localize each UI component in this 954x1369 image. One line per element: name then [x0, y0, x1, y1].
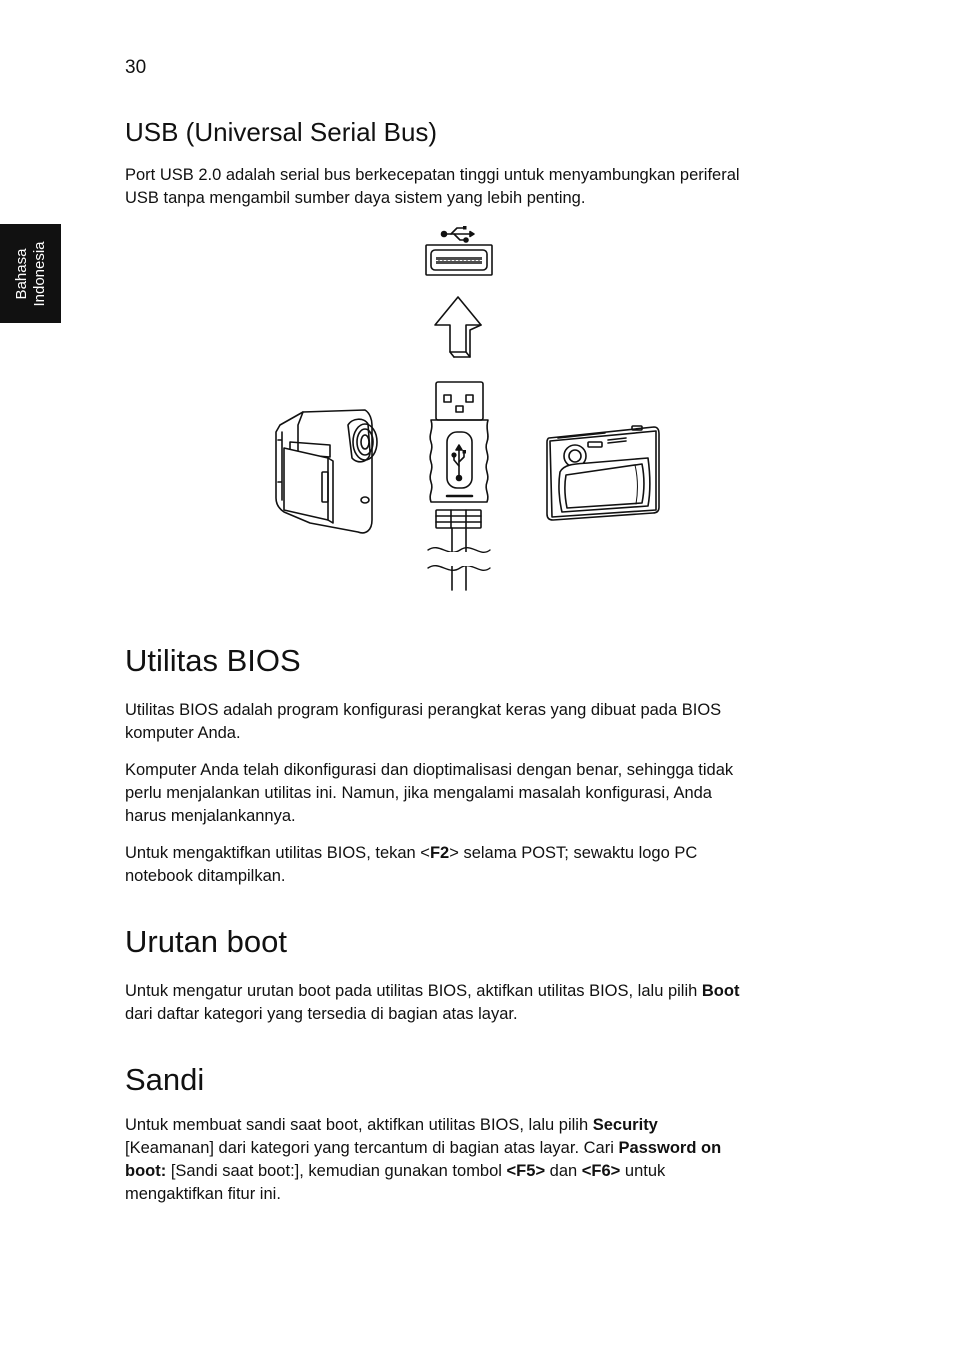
usb-plug-icon	[428, 382, 490, 590]
digital-camera-icon	[547, 426, 659, 520]
side-tab-line-1: Bahasa	[12, 248, 30, 299]
bios-paragraph-3: Untuk mengaktifkan utilitas BIOS, tekan <F2> selama POST; sewaktu logo PC notebook ditampilkan.	[125, 844, 698, 885]
bios-paragraph-1: Utilitas BIOS adalah program konfigurasi perangkat keras yang dibuat pada BIOS komputer Anda.	[125, 701, 722, 742]
boot-heading: Urutan boot	[125, 924, 287, 959]
up-arrow-icon	[435, 297, 481, 357]
bios-paragraph-2: Komputer Anda telah dikonfigurasi dan dioptimalisasi dengan benar, sehingga tidak perlu menjalankan utilitas ini. Namun, jika mengalami masalah konfigurasi, Anda harus menjalankannya.	[125, 761, 734, 825]
f2-key: F2	[429, 844, 450, 862]
bios-heading: Utilitas BIOS	[125, 643, 301, 678]
usb-symbol-icon	[442, 226, 475, 242]
language-side-tab	[0, 224, 61, 323]
sandi-paragraph: Untuk membuat sandi saat boot, aktifkan utilitas BIOS, lalu pilih Security [Keamanan] dari kategori yang tercantum di bagian atas layar. Cari Password on boot: [Sandi saat boot:], kemudian gunakan tombol <F5> dan <F6> untuk mengaktifkan fitur ini.	[125, 1116, 722, 1203]
camcorder-icon	[276, 410, 377, 533]
usb-paragraph: Port USB 2.0 adalah serial bus berkecepatan tinggi untuk menyambungkan periferal USB tanpa mengambil sumber daya sistem yang lebih penting.	[125, 166, 740, 207]
usb-port-icon	[426, 245, 492, 275]
usb-heading: USB (Universal Serial Bus)	[125, 117, 438, 147]
boot-paragraph: Untuk mengatur urutan boot pada utilitas BIOS, aktifkan utilitas BIOS, lalu pilih Boot dari daftar kategori yang tersedia di bagian atas layar.	[125, 982, 740, 1023]
side-tab-line-2: Indonesia	[30, 240, 48, 307]
usb-connection-figure	[270, 220, 670, 595]
page-number: 30	[125, 57, 147, 78]
sandi-heading: Sandi	[125, 1062, 205, 1097]
